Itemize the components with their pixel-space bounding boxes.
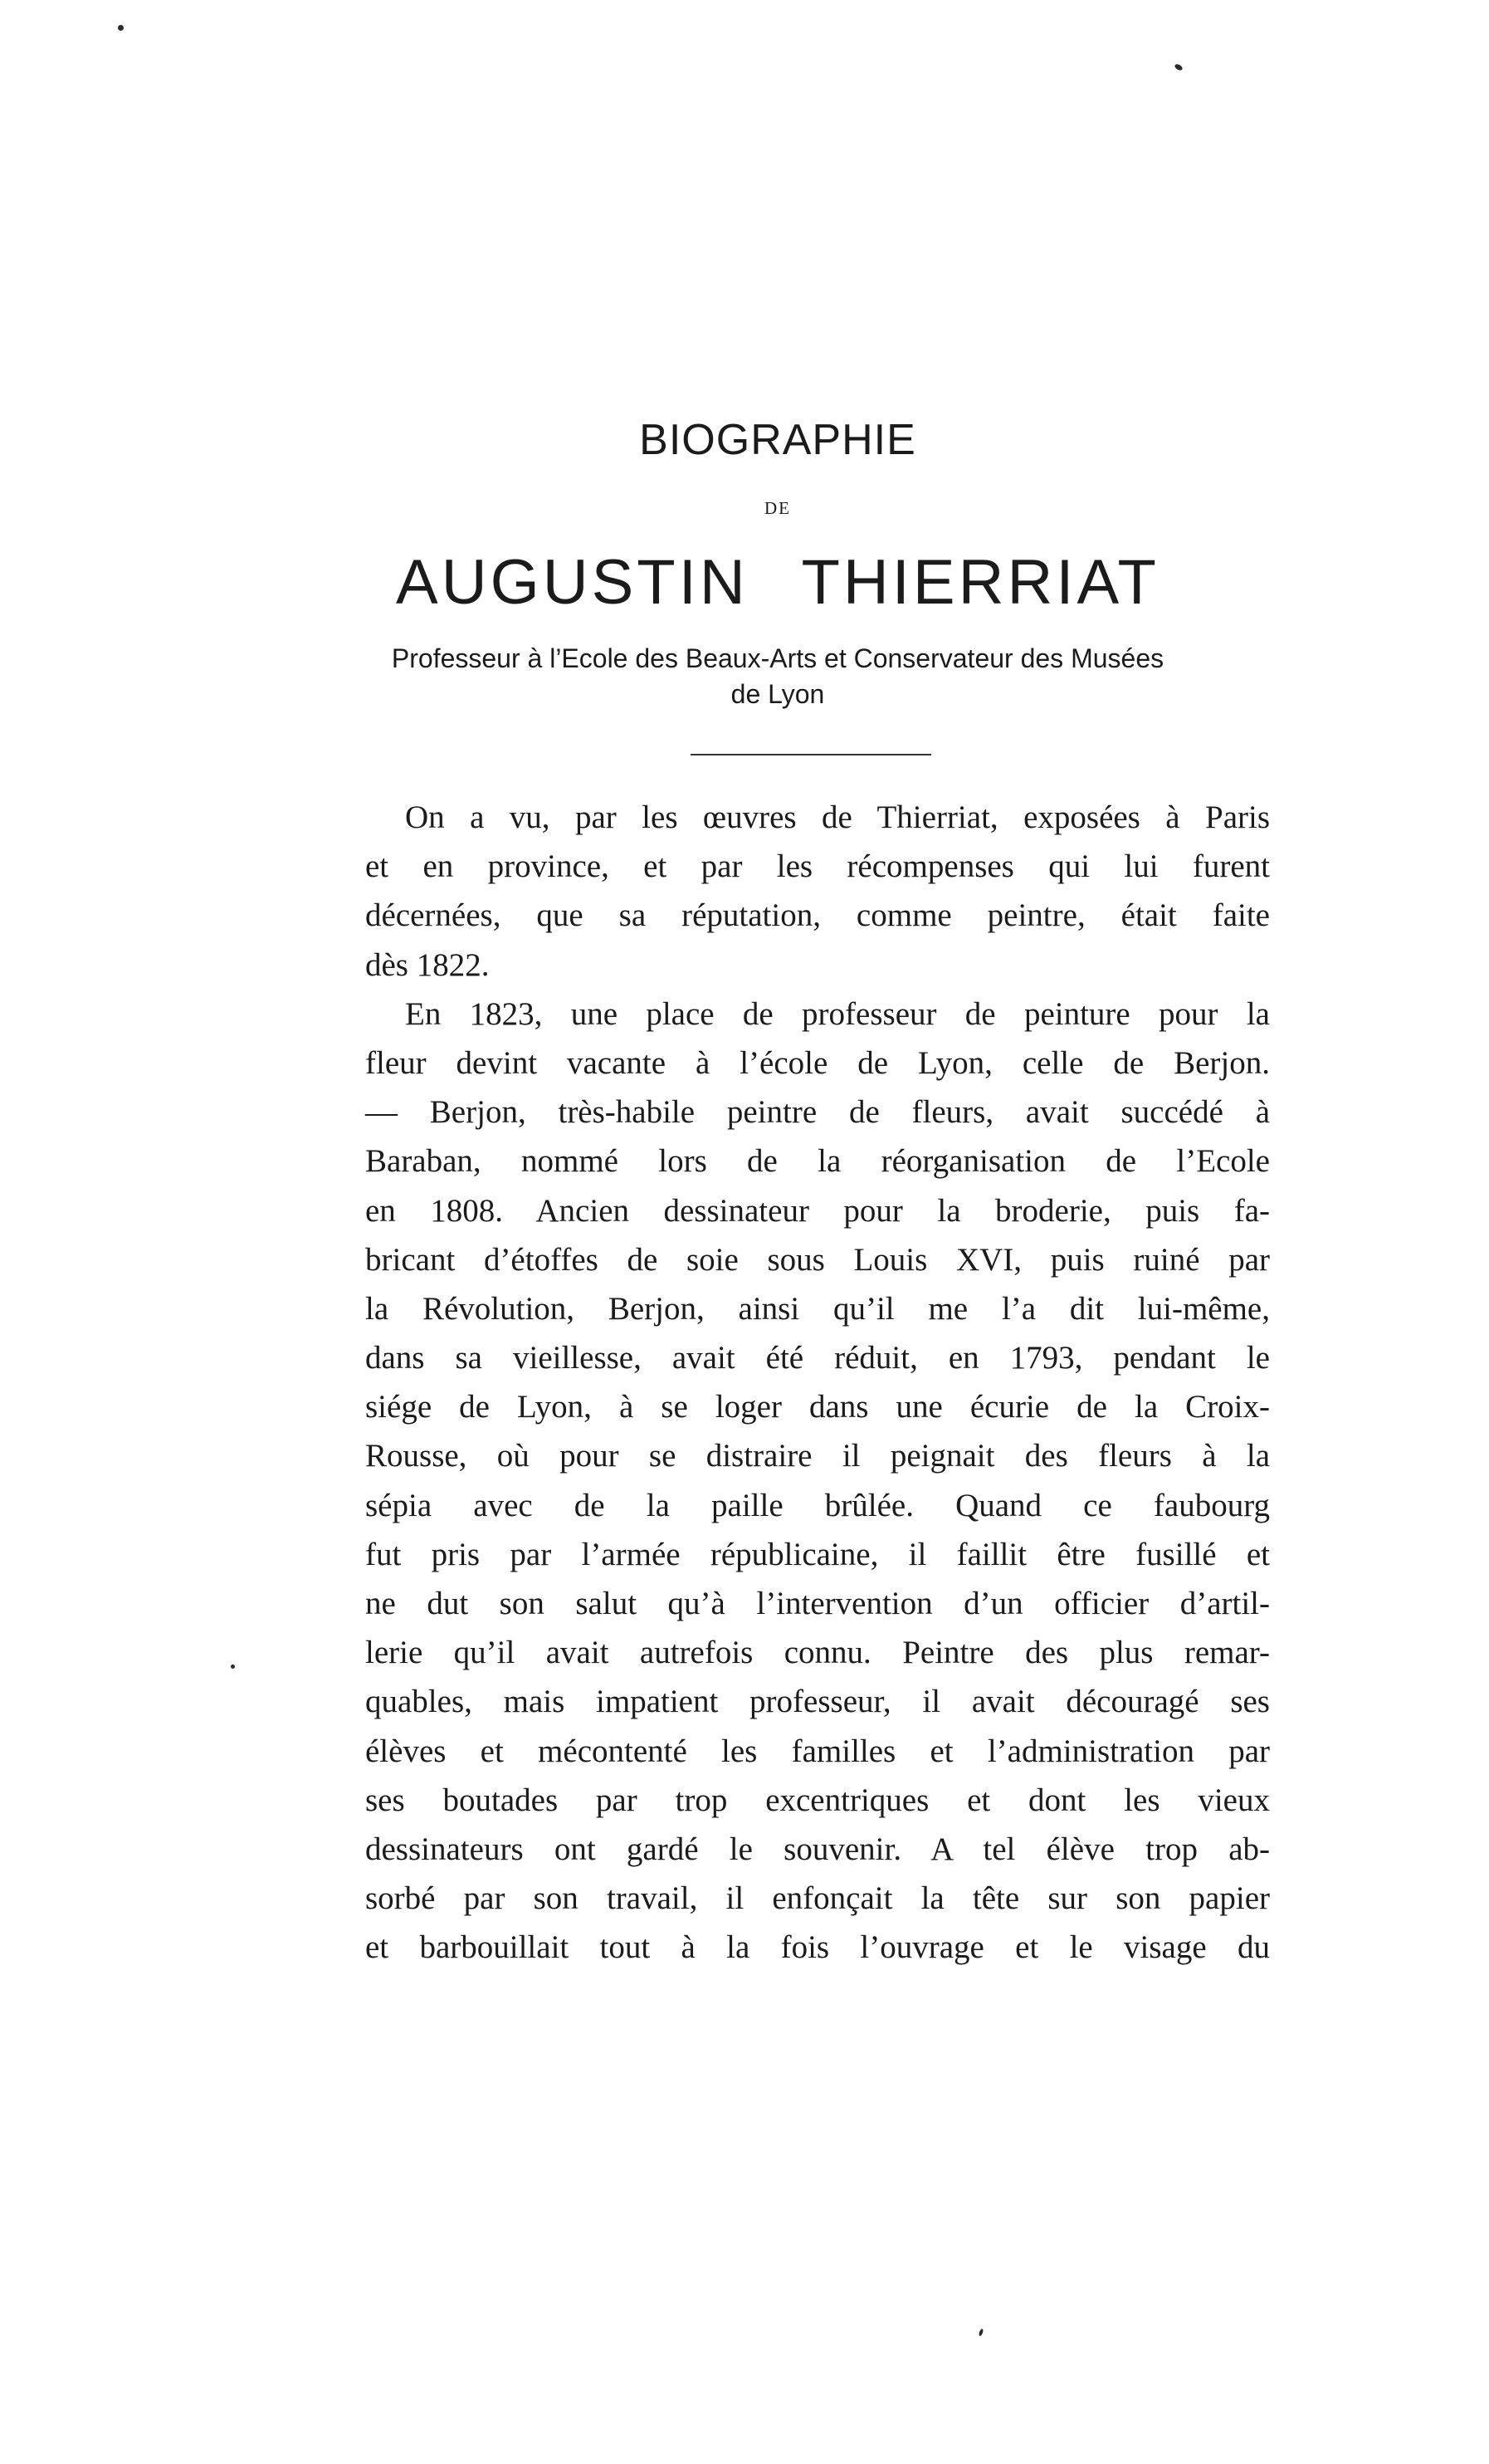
- text-line: la Révolution, Berjon, ainsi qu’il me l’a dit lui-même,: [365, 1290, 1270, 1327]
- text-line: bricant d’étoffes de soie sous Louis XVI, puis ruiné par: [365, 1241, 1270, 1278]
- text-line: On a vu, par les œuvres de Thierriat, exposées à Paris: [405, 799, 1270, 835]
- scan-speck: [231, 1665, 235, 1669]
- text-line: dans sa vieillesse, avait été réduit, en 1793, pendant le: [365, 1340, 1270, 1376]
- text-line: Baraban, nommé lors de la réorganisation de l’Ecole: [365, 1143, 1270, 1180]
- text-line: sépia avec de la paille brûlée. Quand ce faubourg: [365, 1487, 1270, 1523]
- heading-subject-name: AUGUSTIN THIERRIAT: [396, 547, 1159, 618]
- text-line: dessinateurs ont gardé le souvenir. A tel élève trop ab-: [365, 1831, 1270, 1867]
- heading-connector: DE: [764, 498, 791, 518]
- text-line: élèves et mécontenté les familles et l’administration par: [365, 1733, 1270, 1769]
- text-line: et en province, et par les récompenses qui lui furent: [365, 848, 1270, 885]
- text-line: fleur devint vacante à l’école de Lyon, celle de Berjon.: [365, 1044, 1270, 1081]
- subtitle-line-2: de Lyon: [730, 679, 825, 709]
- subtitle-line-1: Professeur à l’Ecole des Beaux-Arts et Conservateur des Musées: [391, 643, 1164, 673]
- paragraph-1: [365, 793, 1270, 990]
- text-line: ne dut son salut qu’à l’intervention d’un officier d’artil-: [365, 1586, 1270, 1621]
- heading-biographie: BIOGRAPHIE: [639, 416, 916, 464]
- text-line: ses boutades par trop excentriques et dont les vieux: [365, 1782, 1270, 1818]
- text-line: dès 1822.: [365, 946, 490, 983]
- text-line: quables, mais impatient professeur, il avait découragé ses: [365, 1684, 1270, 1720]
- scan-speck: [979, 2329, 984, 2337]
- text-line: sorbé par son travail, il enfonçait la tête sur son papier: [365, 1880, 1270, 1917]
- text-line: décernées, que sa réputation, comme peintre, était faite: [365, 897, 1270, 934]
- text-line: fut pris par l’armée républicaine, il faillit être fusillé et: [365, 1536, 1270, 1572]
- text-line: En 1823, une place de professeur de peinture pour la: [405, 995, 1270, 1032]
- text-line: Rousse, où pour se distraire il peignait des fleurs à la: [365, 1438, 1270, 1474]
- text-line: et barbouillait tout à la fois l’ouvrage et le visage du: [365, 1929, 1270, 1966]
- text-line: en 1808. Ancien dessinateur pour la broderie, puis fa-: [365, 1192, 1270, 1229]
- scan-speck: [118, 25, 124, 31]
- body-text: [365, 793, 1270, 1973]
- scan-speck: [1174, 63, 1184, 71]
- text-line: — Berjon, très-habile peintre de fleurs, avait succédé à: [365, 1094, 1270, 1131]
- text-line: siége de Lyon, à se loger dans une écurie de la Croix-: [365, 1389, 1270, 1425]
- paragraph-2: [365, 990, 1270, 1973]
- text-line: lerie qu’il avait autrefois connu. Peintre des plus remar-: [365, 1635, 1270, 1671]
- section-divider: [691, 754, 931, 755]
